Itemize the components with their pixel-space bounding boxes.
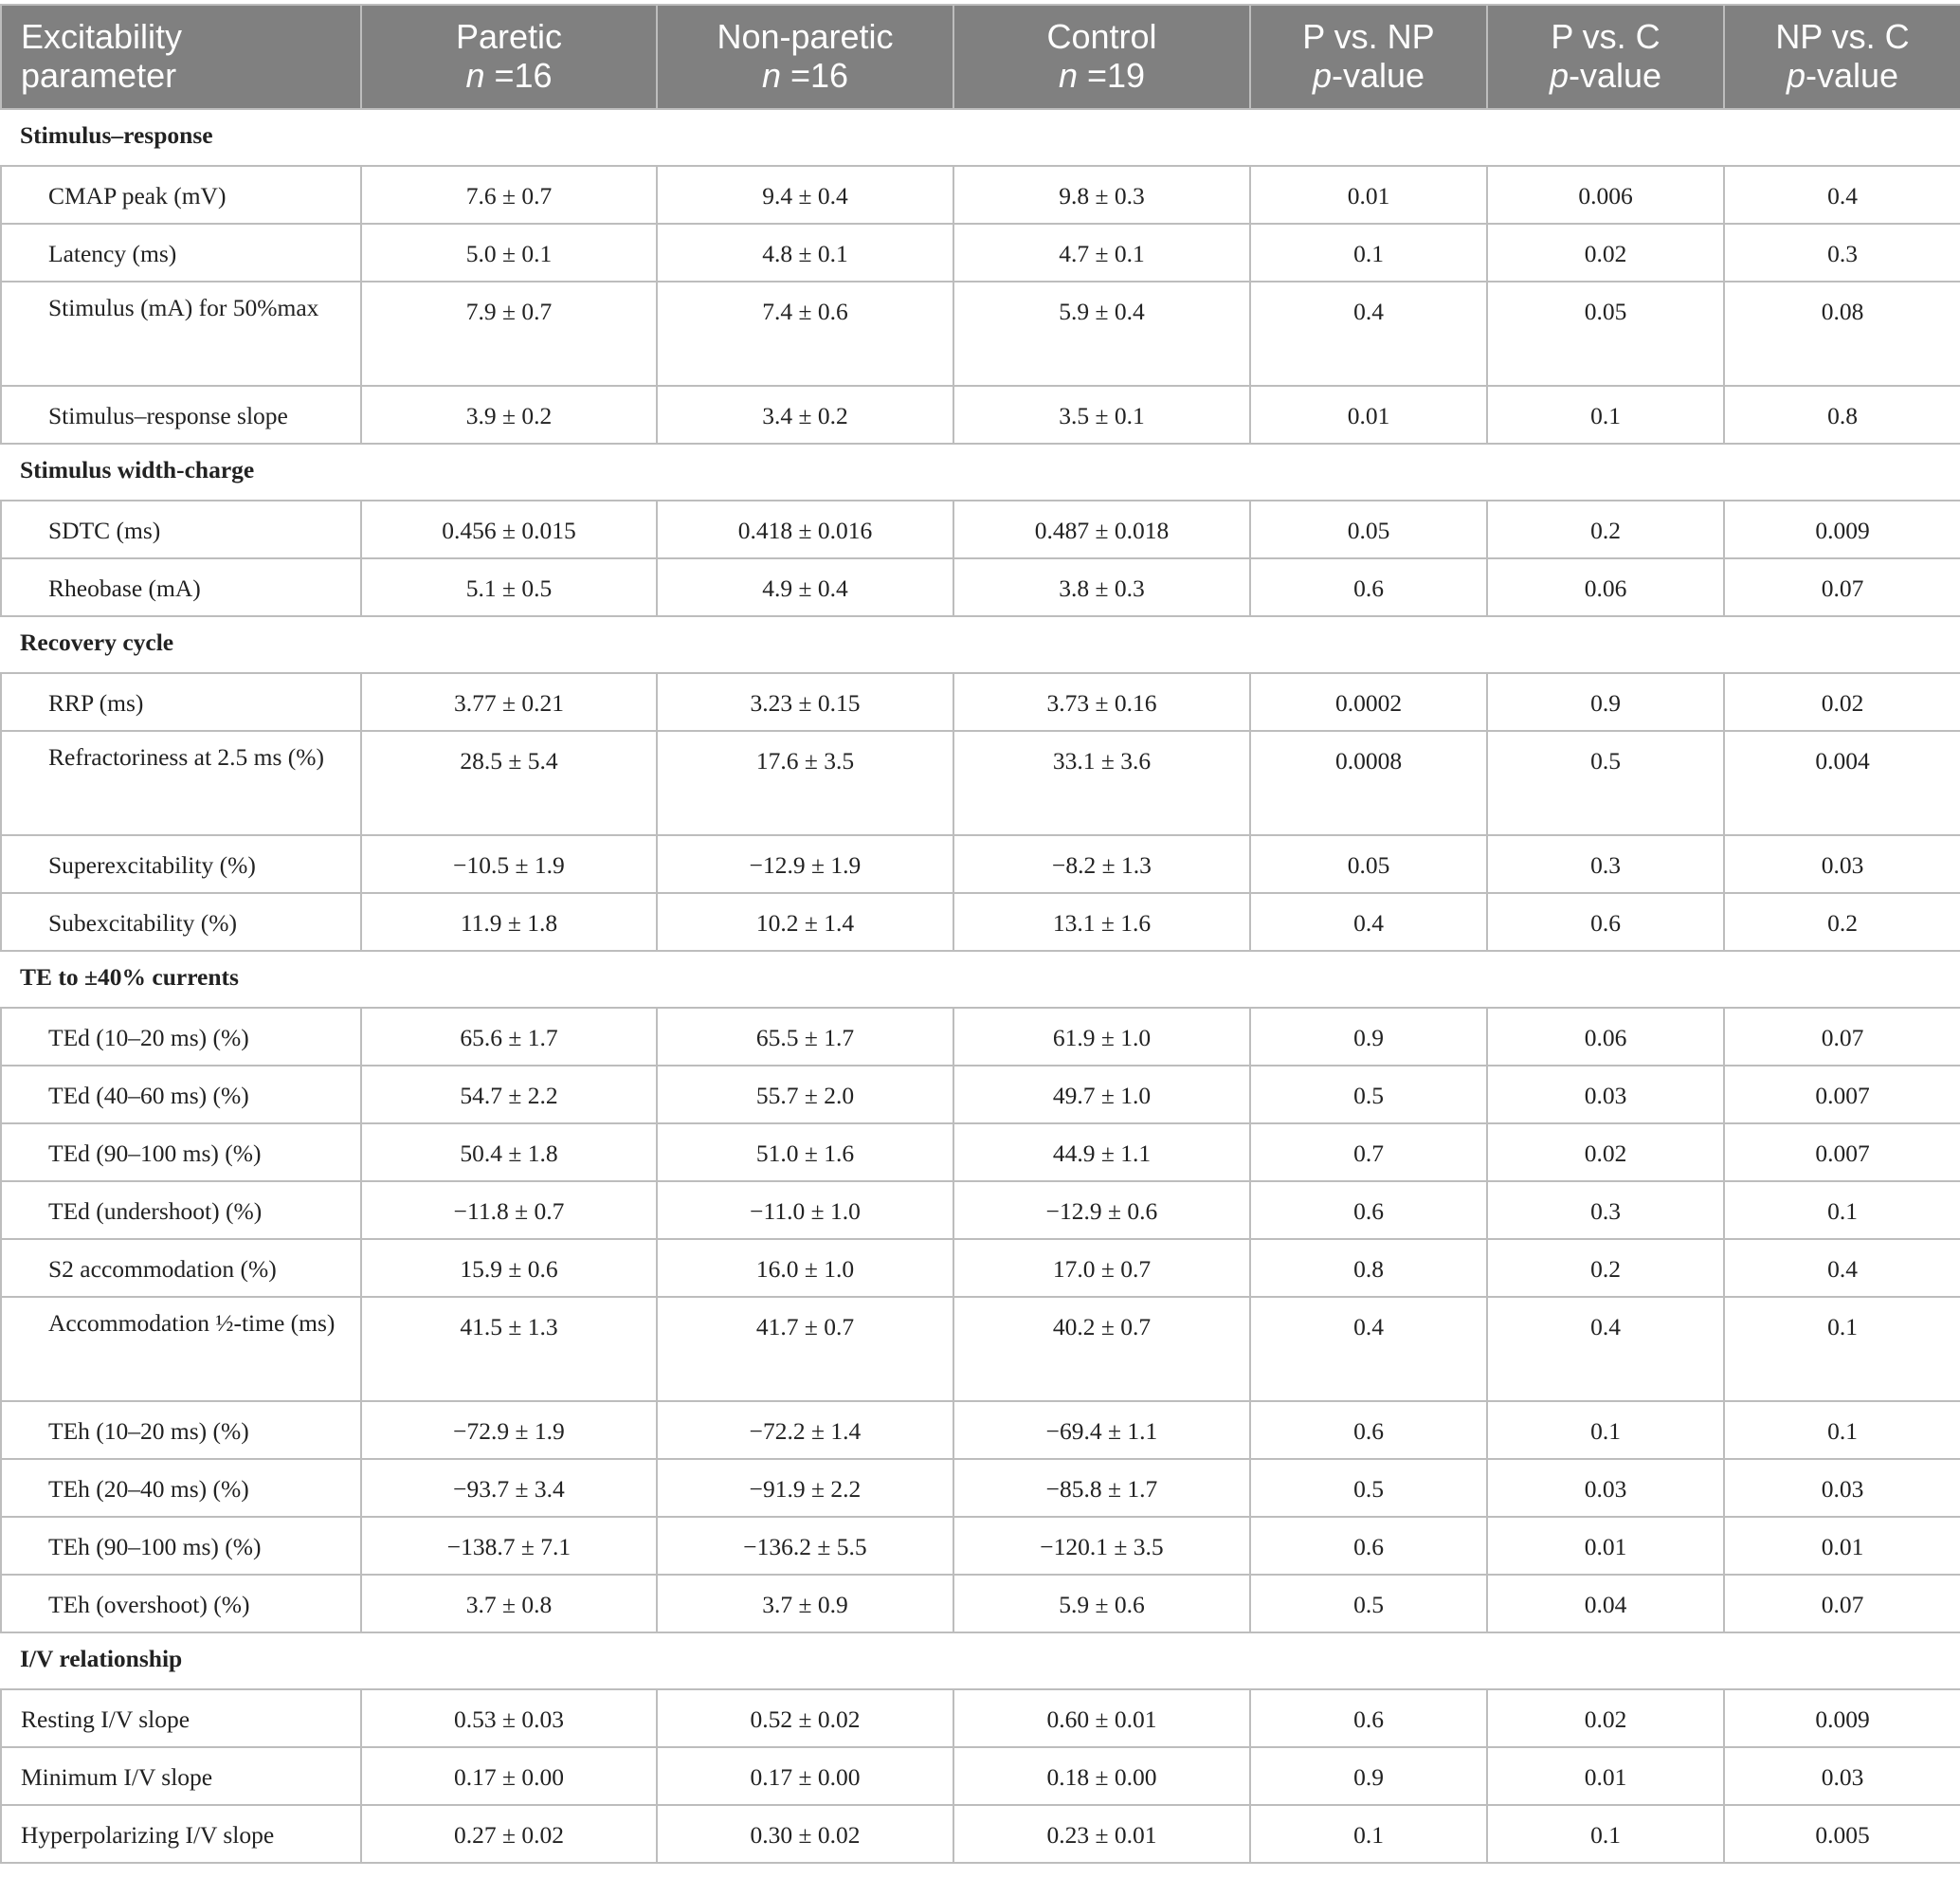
row-label: Stimulus (mA) for 50%max — [1, 282, 361, 386]
paretic-value: 0.17 ± 0.00 — [361, 1747, 657, 1805]
nonparetic-value: 65.5 ± 1.7 — [657, 1008, 953, 1066]
p-vs-c-pvalue: 0.03 — [1487, 1459, 1724, 1517]
control-value: −69.4 ± 1.1 — [953, 1401, 1250, 1459]
section-title: Stimulus–response — [1, 109, 1960, 166]
paretic-value: 50.4 ± 1.8 — [361, 1123, 657, 1181]
row-label: Superexcitability (%) — [1, 835, 361, 893]
table-row — [1, 1239, 1960, 1297]
control-value: 0.23 ± 0.01 — [953, 1805, 1250, 1863]
p-vs-c-pvalue: 0.06 — [1487, 558, 1724, 616]
table-row — [1, 501, 1960, 558]
np-vs-c-pvalue: 0.07 — [1724, 558, 1960, 616]
p-vs-c-pvalue: 0.06 — [1487, 1008, 1724, 1066]
control-value: 5.9 ± 0.6 — [953, 1575, 1250, 1632]
table-row — [1, 1181, 1960, 1239]
control-value: 17.0 ± 0.7 — [953, 1239, 1250, 1297]
control-value: 5.9 ± 0.4 — [953, 282, 1250, 386]
np-vs-c-pvalue: 0.03 — [1724, 1459, 1960, 1517]
p-vs-np-pvalue: 0.8 — [1250, 1239, 1487, 1297]
row-label: SDTC (ms) — [1, 501, 361, 558]
header-np-vs-c: NP vs. C p-value — [1724, 5, 1960, 109]
np-vs-c-pvalue: 0.01 — [1724, 1517, 1960, 1575]
nonparetic-value: 17.6 ± 3.5 — [657, 731, 953, 835]
table-row — [1, 1517, 1960, 1575]
p-vs-np-pvalue: 0.01 — [1250, 166, 1487, 224]
p-vs-c-pvalue: 0.5 — [1487, 731, 1724, 835]
np-vs-c-pvalue: 0.4 — [1724, 166, 1960, 224]
p-vs-c-pvalue: 0.1 — [1487, 386, 1724, 444]
nonparetic-value: 10.2 ± 1.4 — [657, 893, 953, 951]
table-row — [1, 166, 1960, 224]
p-vs-np-pvalue: 0.4 — [1250, 893, 1487, 951]
p-vs-np-pvalue: 0.6 — [1250, 1517, 1487, 1575]
control-value: 0.487 ± 0.018 — [953, 501, 1250, 558]
np-vs-c-pvalue: 0.03 — [1724, 1747, 1960, 1805]
nonparetic-value: 0.418 ± 0.016 — [657, 501, 953, 558]
control-value: 3.5 ± 0.1 — [953, 386, 1250, 444]
np-vs-c-pvalue: 0.009 — [1724, 1689, 1960, 1747]
nonparetic-value: 0.30 ± 0.02 — [657, 1805, 953, 1863]
control-value: 44.9 ± 1.1 — [953, 1123, 1250, 1181]
section-title: Stimulus width-charge — [1, 444, 1960, 501]
table-row — [1, 1805, 1960, 1863]
nonparetic-value: 9.4 ± 0.4 — [657, 166, 953, 224]
np-vs-c-pvalue: 0.004 — [1724, 731, 1960, 835]
np-vs-c-pvalue: 0.007 — [1724, 1066, 1960, 1123]
control-value: −12.9 ± 0.6 — [953, 1181, 1250, 1239]
table-row — [1, 1575, 1960, 1632]
np-vs-c-pvalue: 0.1 — [1724, 1297, 1960, 1401]
np-vs-c-pvalue: 0.005 — [1724, 1805, 1960, 1863]
row-label: TEd (90–100 ms) (%) — [1, 1123, 361, 1181]
p-vs-c-pvalue: 0.6 — [1487, 893, 1724, 951]
paretic-value: 28.5 ± 5.4 — [361, 731, 657, 835]
p-vs-c-pvalue: 0.03 — [1487, 1066, 1724, 1123]
control-value: −8.2 ± 1.3 — [953, 835, 1250, 893]
table-row — [1, 1747, 1960, 1805]
table-row — [1, 835, 1960, 893]
row-label: TEd (10–20 ms) (%) — [1, 1008, 361, 1066]
p-vs-np-pvalue: 0.6 — [1250, 1401, 1487, 1459]
p-vs-c-pvalue: 0.3 — [1487, 1181, 1724, 1239]
control-value: −85.8 ± 1.7 — [953, 1459, 1250, 1517]
np-vs-c-pvalue: 0.007 — [1724, 1123, 1960, 1181]
section-title: Recovery cycle — [1, 616, 1960, 673]
paretic-value: 0.53 ± 0.03 — [361, 1689, 657, 1747]
control-value: 9.8 ± 0.3 — [953, 166, 1250, 224]
control-value: 0.18 ± 0.00 — [953, 1747, 1250, 1805]
control-value: 61.9 ± 1.0 — [953, 1008, 1250, 1066]
table-row — [1, 386, 1960, 444]
p-vs-c-pvalue: 0.1 — [1487, 1805, 1724, 1863]
paretic-value: 11.9 ± 1.8 — [361, 893, 657, 951]
row-label: TEh (overshoot) (%) — [1, 1575, 361, 1632]
table-row — [1, 558, 1960, 616]
section-title: TE to ±40% currents — [1, 951, 1960, 1008]
p-vs-np-pvalue: 0.6 — [1250, 558, 1487, 616]
nonparetic-value: 3.7 ± 0.9 — [657, 1575, 953, 1632]
np-vs-c-pvalue: 0.07 — [1724, 1575, 1960, 1632]
row-label: TEh (20–40 ms) (%) — [1, 1459, 361, 1517]
np-vs-c-pvalue: 0.2 — [1724, 893, 1960, 951]
table-row — [1, 224, 1960, 282]
p-vs-c-pvalue: 0.02 — [1487, 1689, 1724, 1747]
paretic-value: −72.9 ± 1.9 — [361, 1401, 657, 1459]
row-label: Minimum I/V slope — [1, 1747, 361, 1805]
np-vs-c-pvalue: 0.08 — [1724, 282, 1960, 386]
control-value: 40.2 ± 0.7 — [953, 1297, 1250, 1401]
control-value: −120.1 ± 3.5 — [953, 1517, 1250, 1575]
p-vs-c-pvalue: 0.04 — [1487, 1575, 1724, 1632]
p-vs-c-pvalue: 0.2 — [1487, 501, 1724, 558]
section-header-row — [1, 109, 1960, 166]
nonparetic-value: 3.23 ± 0.15 — [657, 673, 953, 731]
p-vs-c-pvalue: 0.006 — [1487, 166, 1724, 224]
paretic-value: 54.7 ± 2.2 — [361, 1066, 657, 1123]
paretic-value: 0.27 ± 0.02 — [361, 1805, 657, 1863]
p-vs-np-pvalue: 0.4 — [1250, 282, 1487, 386]
header-nonparetic: Non-paretic n =16 — [657, 5, 953, 109]
header-parameter: Excitability parameter — [1, 5, 361, 109]
row-label: Accommodation ½-time (ms) — [1, 1297, 361, 1401]
table-row — [1, 282, 1960, 386]
np-vs-c-pvalue: 0.1 — [1724, 1181, 1960, 1239]
p-vs-c-pvalue: 0.02 — [1487, 224, 1724, 282]
control-value: 3.73 ± 0.16 — [953, 673, 1250, 731]
p-vs-np-pvalue: 0.6 — [1250, 1689, 1487, 1747]
paretic-value: 41.5 ± 1.3 — [361, 1297, 657, 1401]
table-row — [1, 1066, 1960, 1123]
table-row — [1, 1459, 1960, 1517]
p-vs-c-pvalue: 0.05 — [1487, 282, 1724, 386]
table-row — [1, 893, 1960, 951]
row-label: Subexcitability (%) — [1, 893, 361, 951]
nonparetic-value: 7.4 ± 0.6 — [657, 282, 953, 386]
np-vs-c-pvalue: 0.3 — [1724, 224, 1960, 282]
p-vs-np-pvalue: 0.1 — [1250, 224, 1487, 282]
section-header-row — [1, 951, 1960, 1008]
table-row — [1, 1689, 1960, 1747]
p-vs-np-pvalue: 0.01 — [1250, 386, 1487, 444]
table-row — [1, 1123, 1960, 1181]
p-vs-c-pvalue: 0.4 — [1487, 1297, 1724, 1401]
np-vs-c-pvalue: 0.8 — [1724, 386, 1960, 444]
p-vs-np-pvalue: 0.5 — [1250, 1066, 1487, 1123]
paretic-value: 3.9 ± 0.2 — [361, 386, 657, 444]
row-label: Latency (ms) — [1, 224, 361, 282]
paretic-value: 3.7 ± 0.8 — [361, 1575, 657, 1632]
nonparetic-value: 3.4 ± 0.2 — [657, 386, 953, 444]
p-vs-c-pvalue: 0.9 — [1487, 673, 1724, 731]
np-vs-c-pvalue: 0.07 — [1724, 1008, 1960, 1066]
nonparetic-value: 0.52 ± 0.02 — [657, 1689, 953, 1747]
section-header-row — [1, 444, 1960, 501]
nonparetic-value: 16.0 ± 1.0 — [657, 1239, 953, 1297]
row-label: TEh (90–100 ms) (%) — [1, 1517, 361, 1575]
p-vs-np-pvalue: 0.7 — [1250, 1123, 1487, 1181]
nonparetic-value: 51.0 ± 1.6 — [657, 1123, 953, 1181]
row-label: Refractoriness at 2.5 ms (%) — [1, 731, 361, 835]
row-label: S2 accommodation (%) — [1, 1239, 361, 1297]
paretic-value: 5.1 ± 0.5 — [361, 558, 657, 616]
p-vs-np-pvalue: 0.1 — [1250, 1805, 1487, 1863]
nonparetic-value: −72.2 ± 1.4 — [657, 1401, 953, 1459]
nonparetic-value: 0.17 ± 0.00 — [657, 1747, 953, 1805]
paretic-value: 65.6 ± 1.7 — [361, 1008, 657, 1066]
section-title: I/V relationship — [1, 1632, 1960, 1689]
paretic-value: 7.9 ± 0.7 — [361, 282, 657, 386]
nonparetic-value: 55.7 ± 2.0 — [657, 1066, 953, 1123]
header-control: Control n =19 — [953, 5, 1250, 109]
table-row — [1, 1401, 1960, 1459]
p-vs-np-pvalue: 0.0008 — [1250, 731, 1487, 835]
paretic-value: −11.8 ± 0.7 — [361, 1181, 657, 1239]
section-header-row — [1, 1632, 1960, 1689]
row-label: Resting I/V slope — [1, 1689, 361, 1747]
header-row — [1, 5, 1960, 109]
nonparetic-value: −136.2 ± 5.5 — [657, 1517, 953, 1575]
paretic-value: −138.7 ± 7.1 — [361, 1517, 657, 1575]
paretic-value: 3.77 ± 0.21 — [361, 673, 657, 731]
p-vs-np-pvalue: 0.0002 — [1250, 673, 1487, 731]
nonparetic-value: 4.9 ± 0.4 — [657, 558, 953, 616]
p-vs-c-pvalue: 0.2 — [1487, 1239, 1724, 1297]
paretic-value: 5.0 ± 0.1 — [361, 224, 657, 282]
paretic-value: 0.456 ± 0.015 — [361, 501, 657, 558]
table-row — [1, 673, 1960, 731]
section-header-row — [1, 616, 1960, 673]
table-row — [1, 731, 1960, 835]
np-vs-c-pvalue: 0.4 — [1724, 1239, 1960, 1297]
paretic-value: 15.9 ± 0.6 — [361, 1239, 657, 1297]
paretic-value: −93.7 ± 3.4 — [361, 1459, 657, 1517]
p-vs-np-pvalue: 0.9 — [1250, 1008, 1487, 1066]
p-vs-np-pvalue: 0.9 — [1250, 1747, 1487, 1805]
np-vs-c-pvalue: 0.03 — [1724, 835, 1960, 893]
control-value: 33.1 ± 3.6 — [953, 731, 1250, 835]
p-vs-np-pvalue: 0.5 — [1250, 1459, 1487, 1517]
excitability-table — [0, 4, 1960, 1864]
p-vs-np-pvalue: 0.05 — [1250, 501, 1487, 558]
np-vs-c-pvalue: 0.009 — [1724, 501, 1960, 558]
row-label: TEd (40–60 ms) (%) — [1, 1066, 361, 1123]
p-vs-np-pvalue: 0.05 — [1250, 835, 1487, 893]
row-label: Stimulus–response slope — [1, 386, 361, 444]
table-body — [1, 109, 1960, 1863]
np-vs-c-pvalue: 0.1 — [1724, 1401, 1960, 1459]
nonparetic-value: 41.7 ± 0.7 — [657, 1297, 953, 1401]
row-label: CMAP peak (mV) — [1, 166, 361, 224]
header-p-vs-np: P vs. NP p-value — [1250, 5, 1487, 109]
paretic-value: −10.5 ± 1.9 — [361, 835, 657, 893]
paretic-value: 7.6 ± 0.7 — [361, 166, 657, 224]
nonparetic-value: −91.9 ± 2.2 — [657, 1459, 953, 1517]
nonparetic-value: −11.0 ± 1.0 — [657, 1181, 953, 1239]
table-row — [1, 1008, 1960, 1066]
p-vs-c-pvalue: 0.1 — [1487, 1401, 1724, 1459]
p-vs-np-pvalue: 0.4 — [1250, 1297, 1487, 1401]
control-value: 3.8 ± 0.3 — [953, 558, 1250, 616]
p-vs-c-pvalue: 0.01 — [1487, 1517, 1724, 1575]
table-row — [1, 1297, 1960, 1401]
nonparetic-value: −12.9 ± 1.9 — [657, 835, 953, 893]
np-vs-c-pvalue: 0.02 — [1724, 673, 1960, 731]
header-p-vs-c: P vs. C p-value — [1487, 5, 1724, 109]
p-vs-np-pvalue: 0.6 — [1250, 1181, 1487, 1239]
p-vs-c-pvalue: 0.01 — [1487, 1747, 1724, 1805]
row-label: TEd (undershoot) (%) — [1, 1181, 361, 1239]
header-paretic: Paretic n =16 — [361, 5, 657, 109]
row-label: Hyperpolarizing I/V slope — [1, 1805, 361, 1863]
row-label: RRP (ms) — [1, 673, 361, 731]
p-vs-c-pvalue: 0.3 — [1487, 835, 1724, 893]
control-value: 4.7 ± 0.1 — [953, 224, 1250, 282]
p-vs-np-pvalue: 0.5 — [1250, 1575, 1487, 1632]
p-vs-c-pvalue: 0.02 — [1487, 1123, 1724, 1181]
row-label: TEh (10–20 ms) (%) — [1, 1401, 361, 1459]
nonparetic-value: 4.8 ± 0.1 — [657, 224, 953, 282]
control-value: 49.7 ± 1.0 — [953, 1066, 1250, 1123]
row-label: Rheobase (mA) — [1, 558, 361, 616]
control-value: 0.60 ± 0.01 — [953, 1689, 1250, 1747]
control-value: 13.1 ± 1.6 — [953, 893, 1250, 951]
